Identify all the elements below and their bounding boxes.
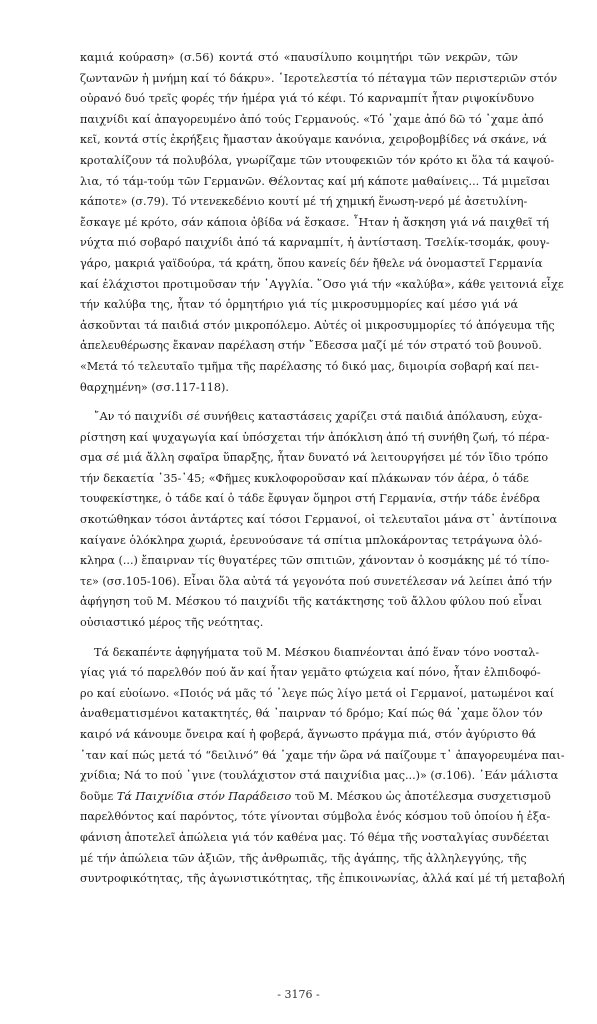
text-line: νύχτα πιό σοβαρό παιχνίδι ἀπό τά καρναμπίτ, ἡ ἀντίσταση. Τσελίκ-τσομάκ, φουγ- <box>80 236 550 250</box>
text-line: γίας γιά τό παρελθόν πού ἄν καί ἦταν γεμᾶτο φτώχεια καί πόνο, ἦταν ἐλπιδοφό- <box>80 666 541 680</box>
text-line: οὐρανό δυό τρεῖς φορές τήν ἡμέρα γιά τό κέφι. Τό καρναμπίτ ἦταν ριψοκίνδυνο <box>80 92 535 106</box>
paragraph-1 <box>80 48 564 398</box>
text-line: ρίστηση καί ψυχαγωγία καί ὑπόσχεται τήν ἀπόκλιση ἀπό τή συνήθη ζωή, τό πέρα- <box>80 430 550 444</box>
text-line: συντροφικότητας, τῆς ἀγωνιστικότητας, τῆς ἐπικοινωνίας, ἀλλά καί μέ τή μεταβολή <box>80 872 565 886</box>
text-line: ᾽ταν καί πώς μετά τό “δειλινό” θά ᾽χαμε τήν ὥρα νά παίζουμε τ᾽ ἀπαγορευμένα παι- <box>80 748 565 762</box>
text-line: οὐσιαστικό μέρος τῆς νεότητας. <box>80 616 264 630</box>
paragraph-2 <box>80 407 558 634</box>
text-line: κεῖ, κοντά στίς ἐκρήξεις ἤμασταν ἀκούγαμε κανόνια, χειροβομβίδες νά σκάνε, νά <box>80 133 547 147</box>
text-line: ζωντανῶν ἡ μνήμη καί τό δάκρυ». ῾Ιεροτελεστία τό πέταγμα τῶν περιστεριῶν στόν <box>80 71 558 85</box>
text-line: παρελθόντος καί παρόντος, τότε γίνονται σύμβολα ἑνός κόσμου τοῦ ὁποίου ἡ ἐξα- <box>80 810 551 824</box>
text-line: σμα σέ μιά ἄλλη σφαῖρα ὕπαρξης, ἦταν δυνατό νά λειτουργήσει μέ τόν ἴδιο τρόπο <box>80 451 549 465</box>
page-number: - 3176 - <box>277 988 320 1001</box>
text-line: τήν δεκαετία ᾽35-᾽45; «Φῆμες κυκλοφοροῦσαν καί πλάκωναν τόν ἀέρα, ὁ τάδε <box>80 471 529 485</box>
text-line: ῎Αν τό παιχνίδι σέ συνήθεις καταστάσεις χαρίζει στά παιδιά ἀπόλαυση, εὐχα- <box>94 410 543 424</box>
paragraph-3 <box>80 643 565 890</box>
text-line: τήν καλύβα της, ἦταν τό ὁρμητήριο γιά τίς μικροσυμμορίες καί μέσο γιά νά <box>80 298 518 312</box>
text-line: ρο καί εὐοίωνο. «Ποιός νά μᾶς τό ᾽λεγε πώς λίγο μετά οἱ Γερμανοί, ματωμένοι καί <box>80 686 555 700</box>
italic-title: Τά Παιχνίδια στόν Παράδεισο <box>116 789 292 803</box>
text-line: Τά δεκαπέντε ἀφηγήματα τοῦ Μ. Μέσκου διαπνέονται ἀπό ἕναν τόνο νοσταλ- <box>94 645 540 659</box>
text-line: ἀφήγηση τοῦ Μ. Μέσκου τό παιχνίδι τῆς κατάκτησης τοῦ ἄλλου φύλου πού εἶναι <box>80 595 542 609</box>
text-line: λια, τό τάμ-τούμ τῶν Γερμανῶν. Θέλοντας καί μή κάποτε μαθαίνεις... Τά μιμεῖσαι <box>80 174 551 188</box>
text-line: τε» (σσ.105-106). Εἶναι ὅλα αὐτά τά γεγονότα πού συνετέλεσαν νά λείπει ἀπό τήν <box>80 574 553 588</box>
text-line: καίγανε ὁλόκληρα χωριά, ἐρευνούσανε τά σπίτια μπλοκάροντας τετράγωνα ὁλό- <box>80 533 543 547</box>
text-line: καιρό νά κάνουμε ὄνειρα καί ἡ φοβερά, ἄγνωστο πράγμα πιά, στόν ἀγύριστο θά <box>80 728 537 741</box>
text-line: χνίδια; Νά το πού ᾽γινε (τουλάχιστον στά παιχνίδια μας...)» (σ.106). ᾽Εάν μάλιστα <box>80 769 559 783</box>
text-line: καμιά κούραση» (σ.56) κοντά στό «παυσίλυπο κοιμητήρι τῶν νεκρῶν, τῶν <box>80 51 518 64</box>
text-line: παιχνίδι καί ἀπαγορευμένο ἀπό τούς Γερμανούς. «Τό ᾽χαμε ἀπό δῶ τό ᾽χαμε ἀπό <box>80 112 544 126</box>
text-line: ἀπελευθέρωσης ἔκαναν παρέλαση στήν ῎Εδεσσα μαζί μέ τόν στρατό τοῦ βουνοῦ. <box>80 339 542 353</box>
text-line: τουφεκίστηκε, ὁ τάδε καί ὁ τάδε ἔφυγαν ὅμηροι στή Γερμανία, στήν τάδε ἐνέδρα <box>80 492 541 506</box>
text-line: κροταλίζουν τά πολυβόλα, γνωρίζαμε τῶν ντουφεκιῶν τόν κρότο κι ὅλα τά καψού- <box>80 153 555 167</box>
text-line: ἀσκοῦνται τά παιδιά στόν μικροπόλεμο. Αὐτές οἱ μικροσυμμορίες τό ἀπόγευμα τῆς <box>80 318 555 332</box>
text-line: ἔσκαγε μέ κρότο, σάν κάποια ὀβίδα νά ἔσκασε. ῏Ηταν ἡ ἄσκηση γιά νά παιχθεῖ τή <box>80 215 549 229</box>
text-line: σκοτώθηκαν τόσοι ἀντάρτες καί τόσοι Γερμανοί, οἱ τελευταῖοι μάνα στ᾽ ἀντίποινα <box>80 513 558 527</box>
text-line: δοῦμε Τά Παιχνίδια στόν Παράδεισο τοῦ Μ. Μέσκου ὡς ἀποτέλεσμα συσχετισμοῦ <box>80 789 551 803</box>
text-line: καί ἐλάχιστοι προτιμοῦσαν τήν ᾽Αγγλία. ῞Οσο γιά τήν «καλύβα», κάθε γειτονιά εἶχε <box>80 277 564 291</box>
text-line: φάνιση ἀποτελεῖ ἀπώλεια γιά τόν καθένα μας. Τό θέμα τῆς νοσταλγίας συνδέεται <box>80 830 550 844</box>
text-line: κάποτε» (σ.79). Τό ντενεκεδένιο κουτί μέ τή χημική ἕνωση-νερό μέ ἀσετυλίνη- <box>80 195 528 209</box>
text-line: ἀναθεματισμένοι κατακτητές, θά ᾽παιρναν τό δρόμο; Καί πώς θά ᾽χαμε ὅλον τόν <box>80 707 543 721</box>
text-line: θαρχημένη» (σσ.117-118). <box>80 380 229 394</box>
text-line: κληρα (...) ἔπαιρναν τίς θυγατέρες τῶν σπιτιῶν, χάνονταν ὁ κοσμάκης μέ τό τίπο- <box>80 554 550 568</box>
body-text <box>80 48 565 899</box>
text-line: «Μετά τό τελευταῖο τμῆμα τῆς παρέλασης τό δικό μας, διμοιρία σοβαρή καί πει- <box>80 359 540 373</box>
text-line: μέ τήν ἀπώλεια τῶν ἀξιῶν, τῆς ἀνθρωπιᾶς, τῆς ἀγάπης, τῆς ἀλληλεγγύης, τῆς <box>80 851 527 865</box>
text-line: γάρο, μακριά γαϊδούρα, τά κράτη, ὅπου κανείς δέν ἤθελε νά ὀνομαστεῖ Γερμανία <box>80 256 543 270</box>
